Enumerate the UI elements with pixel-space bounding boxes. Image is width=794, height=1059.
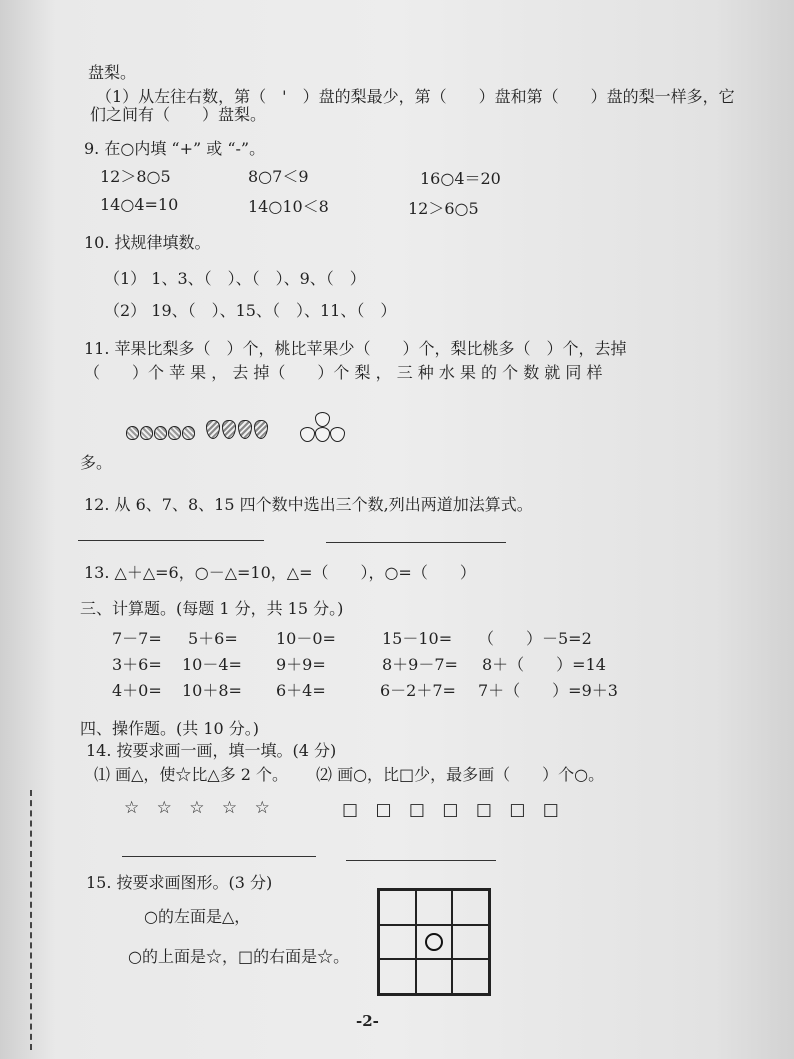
- question-12-title: 12. 从 6、7、8、15 四个数中选出三个数,列出两道加法算式。: [84, 495, 533, 514]
- grid-cell[interactable]: [379, 890, 416, 925]
- pear-icon: [254, 420, 268, 439]
- q14-part-2: ⑵ 画○，比□少，最多画（ ）个○。: [316, 765, 605, 784]
- pear-group: [206, 420, 270, 439]
- question-8-part-1-cont: 们之间有（ ）盘梨。: [90, 105, 267, 124]
- question-8-part-1: （1）从左往右数，第（ ' ）盘的梨最少，第（ ）盘和第（ ）盘的梨一样多，它: [96, 87, 735, 106]
- q9-item-e: 14○10＜8: [248, 197, 329, 216]
- grid-cell[interactable]: [379, 925, 416, 960]
- grid-cell[interactable]: [452, 890, 489, 925]
- calc-r2-c3: 9＋9=: [276, 655, 326, 674]
- calc-r3-c3: 6＋4=: [276, 681, 326, 700]
- draw-line-2[interactable]: [346, 860, 496, 861]
- shape-grid: [377, 888, 491, 996]
- calc-r3-c4: 6－2＋7=: [380, 681, 456, 700]
- q10-part-1: （1） 1、3、（ ）、（ ）、9、（ ）: [104, 269, 366, 288]
- question-9-title: 9. 在○内填 “+” 或 “-”。: [84, 139, 266, 158]
- q15-condition-2: ○的上面是☆，□的右面是☆。: [128, 947, 350, 966]
- answer-line-1[interactable]: [78, 540, 264, 541]
- section-3-title: 三、计算题。(每题 1 分，共 15 分。): [80, 599, 344, 618]
- q14-part-1: ⑴ 画△，使☆比△多 2 个。: [94, 765, 289, 784]
- question-14-title: 14. 按要求画一画，填一填。(4 分): [86, 741, 337, 760]
- q9-item-d: 14○4=10: [100, 195, 179, 214]
- continued-text: 盘梨。: [88, 63, 137, 82]
- peach-icon: [300, 427, 315, 442]
- calc-r2-c4: 8＋9－7=: [382, 655, 458, 674]
- question-11-line-2: （ ）个 苹 果 ， 去 掉（ ）个 梨 ， 三 种 水 果 的 个 数 就 同 样: [84, 363, 603, 382]
- square-row: □ □ □ □ □ □ □: [342, 800, 565, 820]
- calc-r1-c5: （ ）－5=2: [478, 629, 592, 648]
- draw-line-1[interactable]: [122, 856, 316, 857]
- calc-r3-c5: 7＋（ ）=9＋3: [478, 681, 618, 700]
- calc-r2-c1: 3＋6=: [112, 655, 162, 674]
- apple-icon: [182, 426, 195, 440]
- q15-condition-1: ○的左面是△，: [144, 907, 251, 926]
- q9-item-f: 12＞6○5: [408, 199, 479, 218]
- calc-r3-c1: 4＋0=: [112, 681, 162, 700]
- grid-cell[interactable]: [452, 959, 489, 994]
- calc-r2-c5: 8＋（ ）=14: [482, 655, 606, 674]
- grid-cell-center[interactable]: [416, 925, 453, 960]
- pear-icon: [206, 420, 220, 439]
- peach-icon: [315, 427, 330, 442]
- pear-icon: [238, 420, 252, 439]
- star-row: ☆ ☆ ☆ ☆ ☆: [124, 798, 276, 818]
- q9-item-a: 12＞8○5: [100, 167, 171, 186]
- grid-cell[interactable]: [452, 925, 489, 960]
- answer-line-2[interactable]: [326, 542, 506, 543]
- question-11-line-3: 多。: [80, 453, 113, 472]
- q9-item-c: 16○4＝20: [420, 169, 501, 188]
- calc-r1-c1: 7－7=: [112, 629, 162, 648]
- question-13: 13. △＋△=6，○－△=10，△=（ ），○=（ ）: [84, 563, 476, 582]
- question-15-title: 15. 按要求画图形。(3 分): [86, 873, 273, 892]
- calc-r3-c2: 10＋8=: [182, 681, 242, 700]
- binding-dashed-line: [30, 790, 32, 1050]
- apple-group: [126, 426, 196, 440]
- peach-icon: [315, 412, 330, 427]
- section-4-title: 四、操作题。(共 10 分。): [80, 719, 260, 738]
- question-10-title: 10. 找规律填数。: [84, 233, 211, 252]
- apple-icon: [154, 426, 167, 440]
- calc-r1-c4: 15－10=: [382, 629, 453, 648]
- calc-r1-c3: 10－0=: [276, 629, 336, 648]
- question-11-line-1: 11. 苹果比梨多（ ）个，桃比苹果少（ ）个，梨比桃多（ ）个，去掉: [84, 339, 627, 358]
- grid-cell[interactable]: [379, 959, 416, 994]
- apple-icon: [140, 426, 153, 440]
- calc-r1-c2: 5＋6=: [188, 629, 238, 648]
- grid-cell[interactable]: [416, 959, 453, 994]
- grid-cell[interactable]: [416, 890, 453, 925]
- peach-group: [300, 412, 345, 442]
- calc-r2-c2: 10－4=: [182, 655, 242, 674]
- q10-part-2: （2） 19、（ ）、15、（ ）、11、（ ）: [104, 301, 397, 320]
- circle-icon: [425, 933, 443, 951]
- page-number: -2-: [356, 1012, 379, 1030]
- peach-icon: [330, 427, 345, 442]
- pear-icon: [222, 420, 236, 439]
- q9-item-b: 8○7＜9: [248, 167, 309, 186]
- apple-icon: [168, 426, 181, 440]
- apple-icon: [126, 426, 139, 440]
